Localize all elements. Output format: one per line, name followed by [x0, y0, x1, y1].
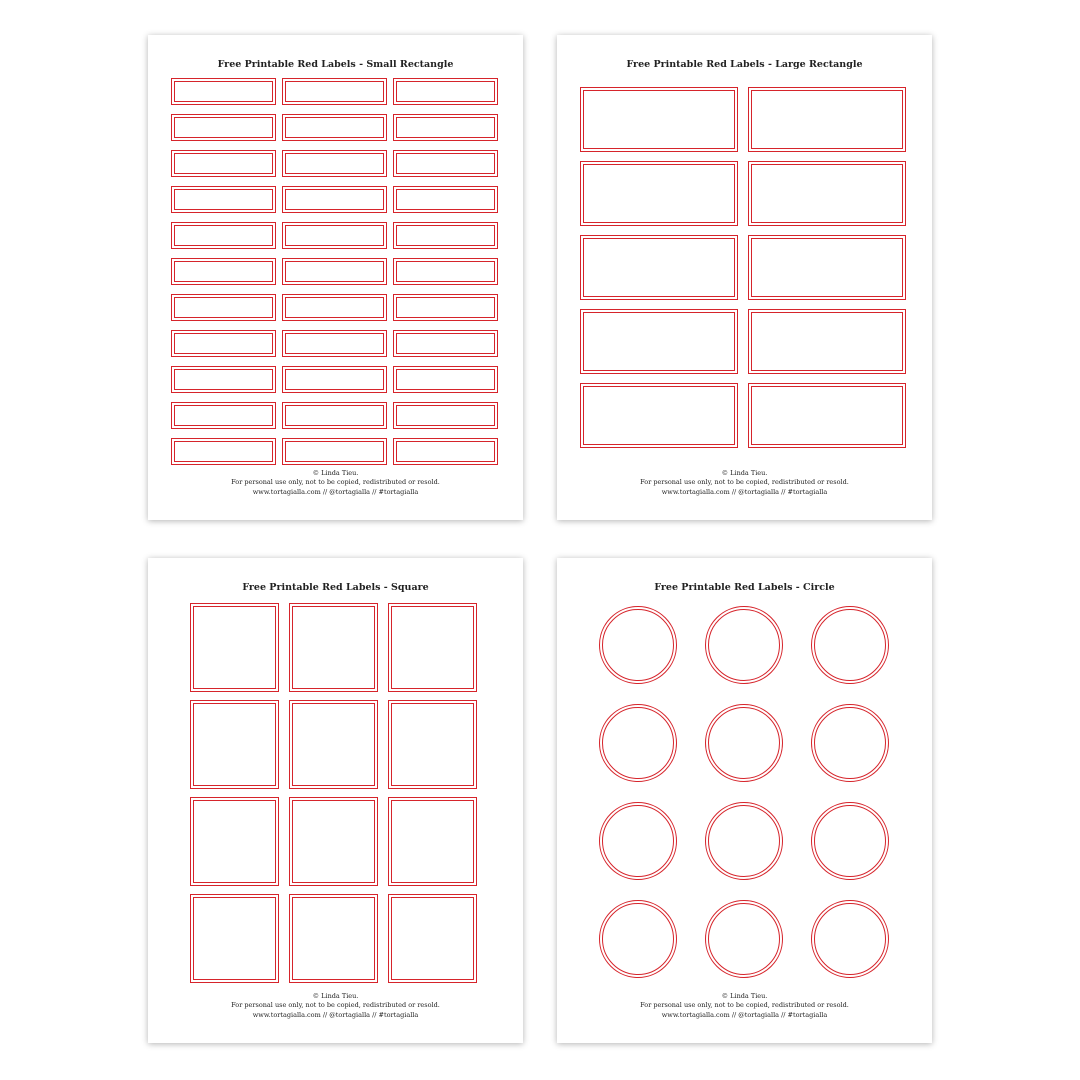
circle-label: [811, 606, 889, 684]
rectangle-label: [393, 186, 498, 213]
sheet-title: Free Printable Red Labels - Circle: [654, 582, 835, 593]
square-label: [190, 700, 279, 789]
rectangle-label: [580, 235, 738, 300]
rectangle-label: [748, 87, 906, 152]
circle-label: [811, 900, 889, 978]
circle-label: [811, 802, 889, 880]
footer-copyright: © Linda Tieu.: [721, 468, 768, 477]
footer-usage: For personal use only, not to be copied, redistributed or resold.: [640, 478, 849, 486]
rectangle-label: [171, 114, 276, 141]
rectangle-label: [171, 222, 276, 249]
rectangle-label: [282, 438, 387, 465]
sheet-title: Free Printable Red Labels - Large Rectangle: [626, 59, 863, 70]
rectangle-label: [580, 383, 738, 448]
rectangle-label: [393, 258, 498, 285]
rectangle-label: [171, 78, 276, 105]
square-label: [388, 603, 477, 692]
square-label: [190, 603, 279, 692]
footer-copyright: © Linda Tieu.: [312, 468, 359, 477]
footer-usage: For personal use only, not to be copied, redistributed or resold.: [640, 1001, 849, 1009]
rectangle-label: [282, 402, 387, 429]
rectangle-label: [282, 222, 387, 249]
footer-usage: For personal use only, not to be copied, redistributed or resold.: [231, 1001, 440, 1009]
sheet-footer: [557, 469, 932, 498]
rectangle-label: [171, 150, 276, 177]
rectangle-label: [171, 258, 276, 285]
rectangle-label: [393, 438, 498, 465]
rectangle-label: [282, 150, 387, 177]
footer-links: www.tortagialla.com // @tortagialla // #tortagialla: [661, 487, 828, 496]
rectangle-label: [393, 402, 498, 429]
rectangle-label: [393, 114, 498, 141]
rectangle-label: [171, 294, 276, 321]
rectangle-label: [282, 78, 387, 105]
square-label: [289, 603, 378, 692]
sheet-footer: [148, 992, 523, 1021]
circle-label: [599, 900, 677, 978]
footer-links: www.tortagialla.com // @tortagialla // #tortagialla: [661, 1010, 828, 1019]
sheet-title: Free Printable Red Labels - Small Rectangle: [217, 59, 454, 70]
square-label: [289, 700, 378, 789]
rectangle-label: [748, 309, 906, 374]
sheet-title: Free Printable Red Labels - Square: [242, 582, 429, 593]
square-label: [289, 894, 378, 983]
rectangle-label: [580, 161, 738, 226]
rectangle-label: [171, 330, 276, 357]
footer-copyright: © Linda Tieu.: [721, 991, 768, 1000]
rectangle-label: [393, 330, 498, 357]
footer-links: www.tortagialla.com // @tortagialla // #tortagialla: [252, 487, 419, 496]
circle-label: [705, 900, 783, 978]
circle-label: [705, 802, 783, 880]
rectangle-label: [282, 366, 387, 393]
rectangle-label: [748, 235, 906, 300]
sheet-small-rectangle: [148, 35, 523, 520]
circle-label: [705, 606, 783, 684]
rectangle-label: [580, 87, 738, 152]
square-label: [388, 700, 477, 789]
rectangle-label: [393, 294, 498, 321]
square-label: [190, 797, 279, 886]
rectangle-label: [282, 186, 387, 213]
circle-label: [599, 704, 677, 782]
rectangle-label: [171, 402, 276, 429]
rectangle-label: [282, 330, 387, 357]
square-label: [388, 797, 477, 886]
sheet-square: [148, 558, 523, 1043]
rectangle-label: [580, 309, 738, 374]
rectangle-label: [393, 366, 498, 393]
rectangle-label: [282, 258, 387, 285]
circle-label: [599, 606, 677, 684]
footer-copyright: © Linda Tieu.: [312, 991, 359, 1000]
rectangle-label: [748, 161, 906, 226]
rectangle-label: [393, 78, 498, 105]
rectangle-label: [282, 114, 387, 141]
square-label: [289, 797, 378, 886]
square-label: [388, 894, 477, 983]
rectangle-label: [393, 222, 498, 249]
circle-label: [811, 704, 889, 782]
sheet-circle: [557, 558, 932, 1043]
sheet-footer: [148, 469, 523, 498]
footer-usage: For personal use only, not to be copied, redistributed or resold.: [231, 478, 440, 486]
rectangle-label: [171, 366, 276, 393]
circle-label: [705, 704, 783, 782]
sheet-large-rectangle: [557, 35, 932, 520]
rectangle-label: [748, 383, 906, 448]
rectangle-label: [171, 438, 276, 465]
circle-label: [599, 802, 677, 880]
rectangle-label: [393, 150, 498, 177]
rectangle-label: [171, 186, 276, 213]
rectangle-label: [282, 294, 387, 321]
footer-links: www.tortagialla.com // @tortagialla // #tortagialla: [252, 1010, 419, 1019]
square-label: [190, 894, 279, 983]
sheet-footer: [557, 992, 932, 1021]
